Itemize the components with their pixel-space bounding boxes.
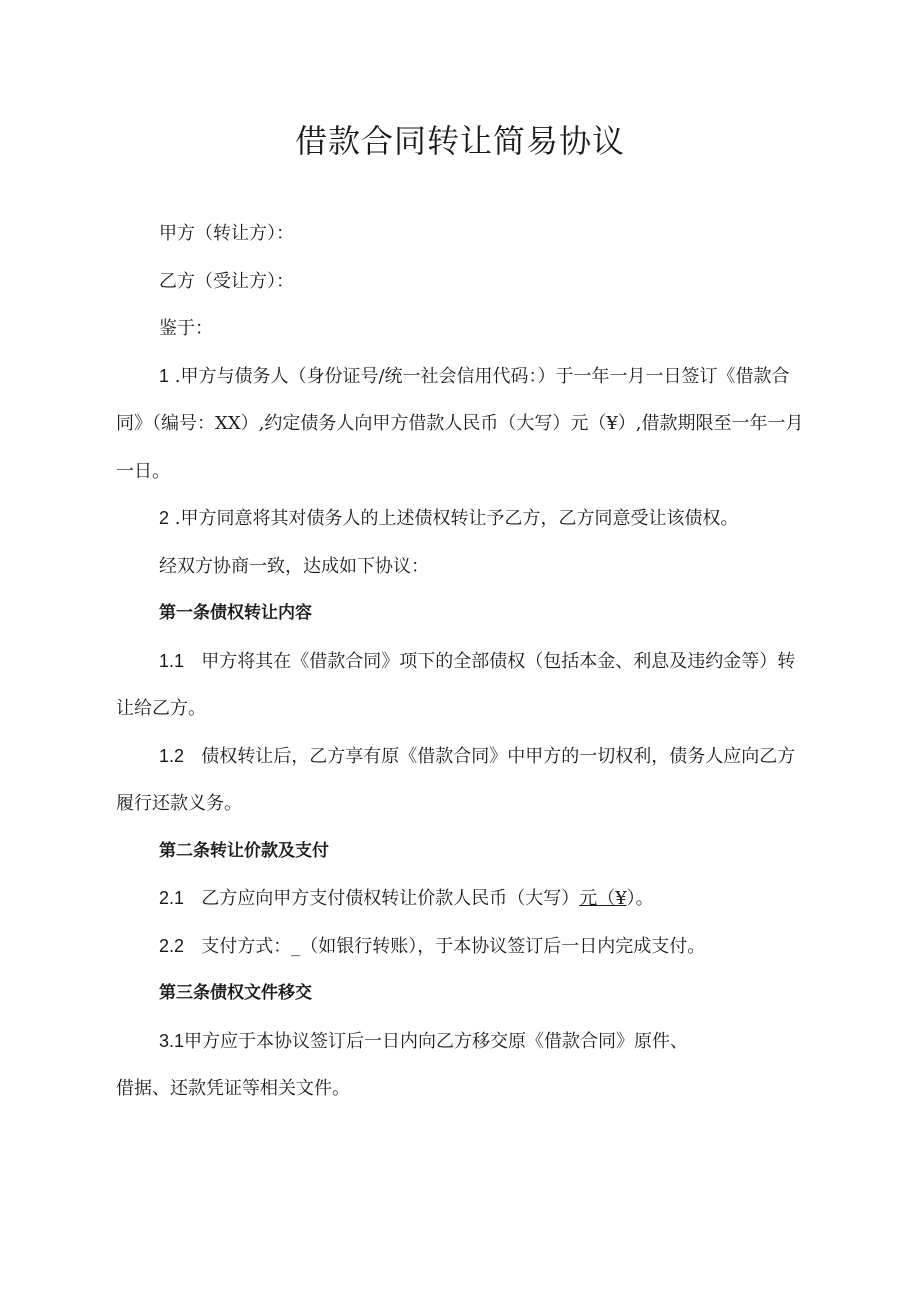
recital-2 [116, 495, 806, 543]
article-3-heading: 第三条债权文件移交 [159, 983, 312, 1003]
clause-2-1-number: 2.1 [159, 888, 185, 908]
page-title: 借款合同转让简易协议 [294, 122, 625, 160]
clause-3-1-number: 3.1 [159, 1030, 185, 1051]
clause-2-2-text: 支付方式：_（如银行转账），于本协议签订后一日内完成支付。 [201, 935, 706, 957]
agreement-intro: 经双方协商一致，达成如下协议： [159, 555, 429, 577]
clause-2-2-number: 2.2 [159, 935, 185, 956]
clause-1-2-text: 债权转让后，乙方享有原《借款合同》中甲方的一切权利，债务人应向乙方履行还款义务。 [116, 745, 796, 814]
clause-2-1-text: 乙方应向甲方支付债权转让价款人民币（大写） [201, 888, 580, 909]
article-1-heading: 第一条债权转让内容 [159, 603, 312, 623]
clause-1-1-text: 甲方将其在《借款合同》项下的全部债权（包括本金、利息及违约金等）转让给乙方。 [116, 650, 796, 719]
recital-1-text: .甲方与债务人（身份证号/统一社会信用代码：）于一年一月一日签订《借款合同》（编号：XX）,约定债务人向甲方借款人民币（大写）元（¥）,借款期限至一年一月一日。 [116, 365, 804, 482]
recital-2-text: .甲方同意将其对债务人的上述债权转让予乙方，乙方同意受让该债权。 [169, 508, 739, 529]
whereas-line: 鉴于： [159, 318, 213, 339]
clause-1-2-number: 1.2 [159, 745, 185, 766]
clause-2-1-amount: 元（¥ [579, 888, 627, 909]
clause-1-2 [116, 733, 806, 828]
recital-1-number: 1 [159, 365, 170, 386]
clause-2-2 [116, 923, 806, 971]
clause-1-1-number: 1.1 [159, 650, 185, 671]
party-a-line: 甲方（转让方）： [159, 223, 294, 244]
recital-1 [116, 353, 806, 496]
clause-3-1 [116, 1018, 806, 1066]
article-2-heading: 第二条转让价款及支付 [159, 840, 329, 861]
recital-2-number: 2 [159, 508, 170, 528]
clause-2-1-text-end: ）。 [626, 888, 654, 909]
clause-3-1-continuation: 借据、还款凭证等相关文件。 [116, 1078, 350, 1099]
party-b-line: 乙方（受让方）： [159, 270, 294, 292]
clause-3-1-text: 甲方应于本协议签订后一日内向乙方移交原《借款合同》原件、 [184, 1030, 689, 1052]
clause-2-1 [116, 875, 806, 923]
document-body [116, 210, 806, 1113]
clause-1-1 [116, 638, 806, 733]
